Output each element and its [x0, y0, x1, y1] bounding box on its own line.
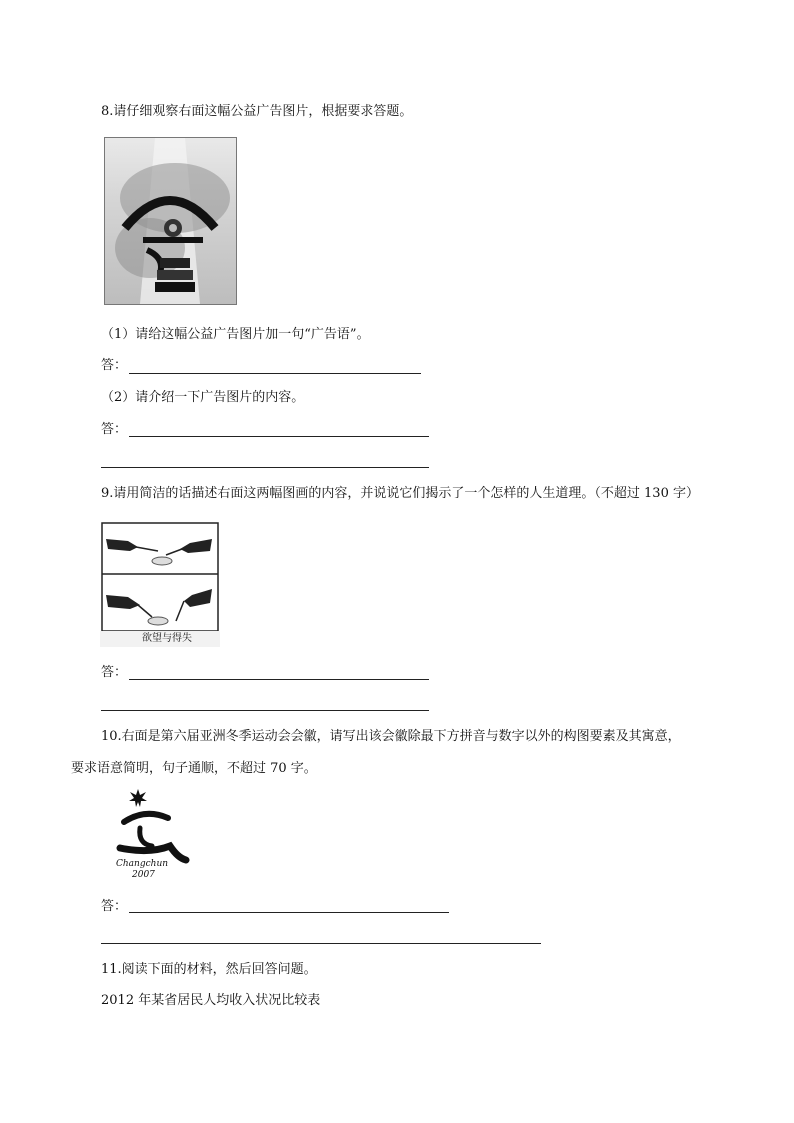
logo-emblem	[110, 788, 190, 880]
q10-prompt-line1: 10.右面是第六届亚洲冬季运动会会徽，请写出该会徽除最下方拼音与数字以外的构图要素及其寓意，	[101, 729, 681, 744]
ad-illustration	[105, 138, 236, 304]
public-service-ad-image	[104, 137, 237, 305]
q11-prompt: 11.阅读下面的材料，然后回答问题。	[101, 962, 317, 977]
q10-answer-line-2[interactable]	[101, 943, 541, 944]
q8-answer-label-2: 答：	[101, 422, 128, 437]
q8-answer-line-2[interactable]	[129, 436, 429, 437]
q9-prompt: 9.请用简洁的话描述右面这两幅图画的内容，并说说它们揭示了一个怎样的人生道理。（不超过 130 字）	[101, 486, 699, 501]
logo-text-changchun: Changchun	[116, 859, 169, 869]
q9-answer-line-2[interactable]	[101, 710, 429, 711]
q8-sub2: （2）请介绍一下广告图片的内容。	[101, 390, 305, 405]
q8-answer-line-3[interactable]	[101, 467, 429, 468]
q10-answer-label: 答：	[101, 899, 128, 914]
cartoon-caption: 欲望与得失	[142, 633, 192, 644]
logo-text-year: 2007	[132, 870, 155, 880]
q11-table-title: 2012 年某省居民人均收入状况比较表	[101, 993, 321, 1008]
desire-and-loss-cartoon	[100, 521, 220, 647]
q10-prompt-line2: 要求语意简明，句子通顺，不超过 70 字。	[71, 761, 317, 776]
q10-answer-line-1[interactable]	[129, 912, 449, 913]
q8-answer-line-1[interactable]	[129, 373, 421, 374]
asian-winter-games-logo	[110, 788, 190, 880]
q8-answer-label-1: 答：	[101, 358, 128, 373]
q9-answer-line-1[interactable]	[129, 679, 429, 680]
cartoon-image	[100, 521, 220, 647]
q9-answer-label: 答：	[101, 665, 128, 680]
q8-prompt: 8.请仔细观察右面这幅公益广告图片，根据要求答题。	[101, 104, 413, 119]
q8-sub1: （1）请给这幅公益广告图片加一句“广告语”。	[101, 327, 370, 342]
